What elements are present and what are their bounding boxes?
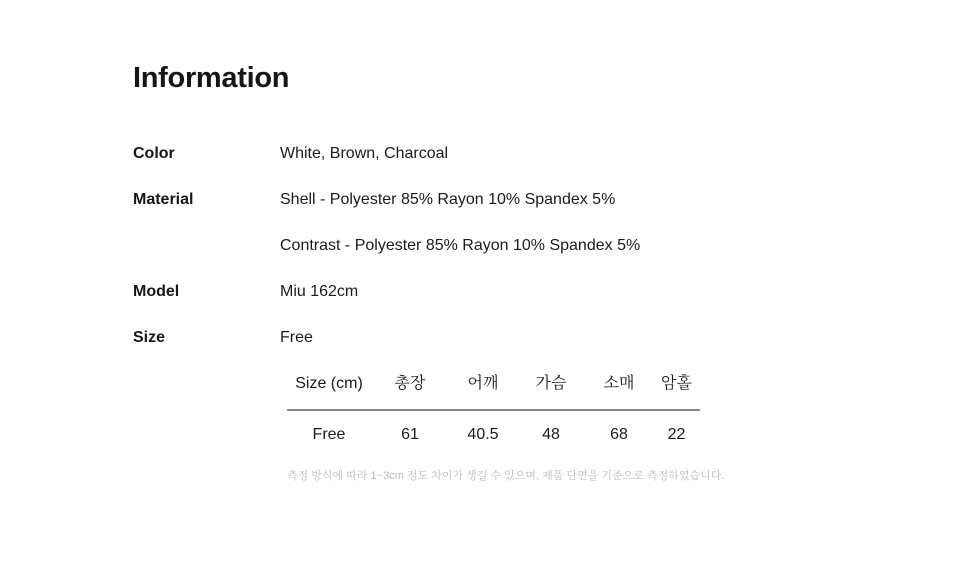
info-value: Miu 162cm (280, 283, 359, 300)
size-table-header-row (287, 373, 700, 410)
size-table-cell: 40.5 (467, 426, 499, 443)
size-table-header-cell: 소매 (585, 373, 653, 410)
size-table-header-cell: 어깨 (449, 373, 517, 410)
page-title: Information (133, 62, 290, 94)
info-row-size (133, 327, 960, 348)
info-row-color (133, 143, 960, 164)
size-table-cell: 61 (401, 426, 419, 443)
size-table-header-cell: 총장 (371, 373, 449, 410)
size-table-area (287, 373, 725, 483)
info-row-material-contrast (133, 235, 960, 256)
info-label: Color (133, 145, 175, 162)
measurement-note: 측정 방식에 따라 1~3cm 정도 차이가 생길 수 있으며, 제품 단면을 기준으로 측정하였습니다. (287, 470, 725, 482)
size-table-data-row (287, 410, 700, 446)
info-row-material (133, 189, 960, 210)
size-table-cell: Free (312, 426, 346, 443)
info-list (133, 143, 960, 348)
info-value: Shell - Polyester 85% Rayon 10% Spandex 5% (280, 191, 616, 208)
info-value: White, Brown, Charcoal (280, 145, 449, 162)
size-table-cell: 68 (610, 426, 628, 443)
info-value: Free (280, 329, 313, 346)
size-table-cell: 22 (667, 426, 686, 443)
size-table-header-cell: 암홀 (653, 373, 700, 410)
size-table-header-cell: 가슴 (517, 373, 585, 410)
info-label: Size (133, 329, 166, 346)
size-table-cell: 48 (542, 426, 560, 443)
info-row-model (133, 281, 960, 302)
info-value: Contrast - Polyester 85% Rayon 10% Spandex 5% (280, 237, 641, 254)
info-label: Model (133, 283, 180, 300)
size-table-header-cell: Size (cm) (287, 373, 371, 410)
size-table (287, 373, 700, 446)
info-label: Material (133, 191, 194, 208)
